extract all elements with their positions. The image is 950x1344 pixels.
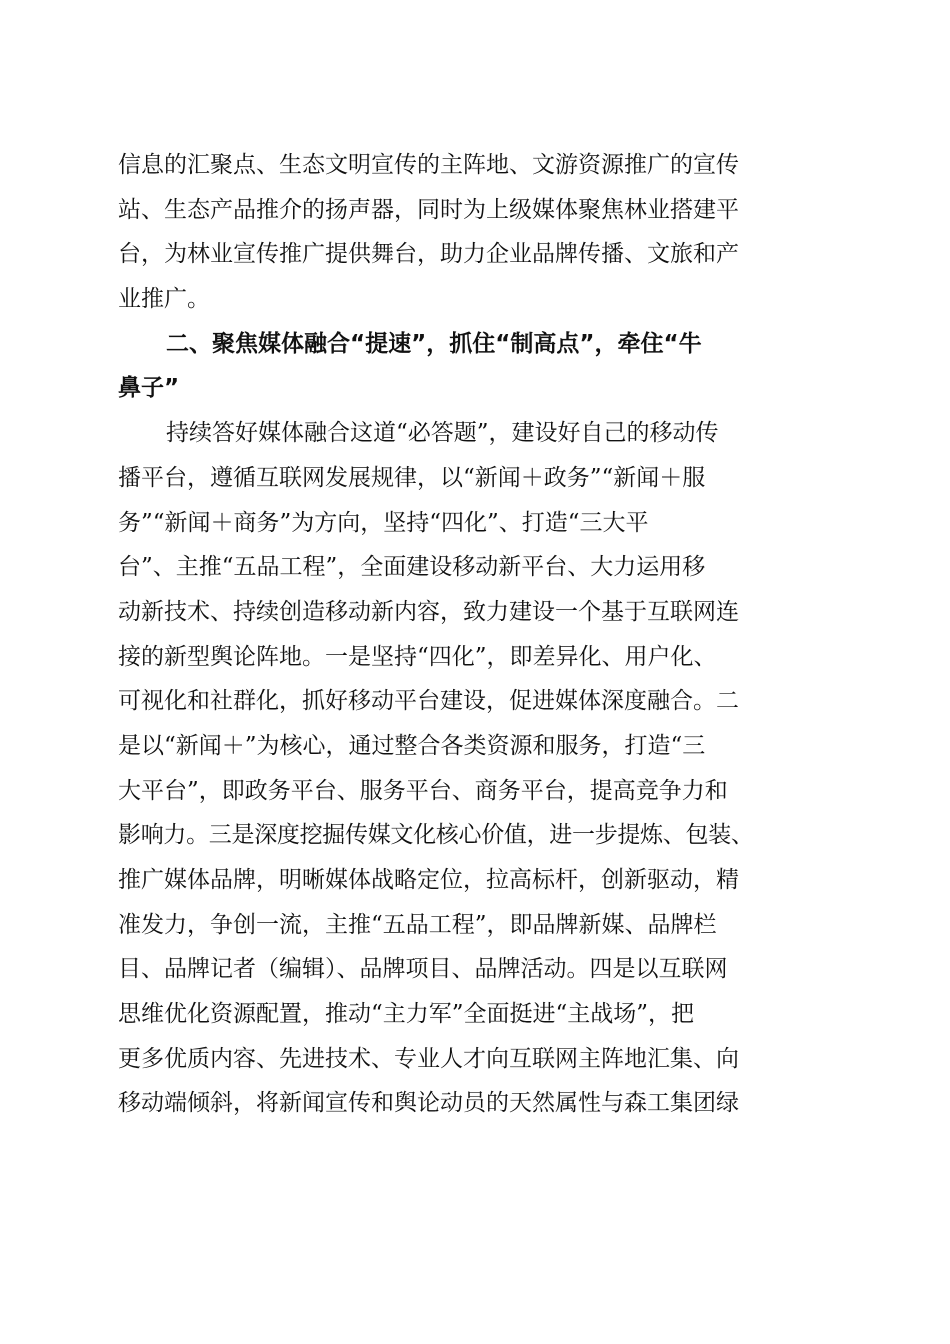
paragraph-2 (118, 411, 833, 1126)
text-line: 准发力，争创一流，主推“五品工程”，即品牌新媒、品牌栏 (118, 911, 717, 938)
heading-line: 二、聚焦媒体融合“提速”，抓住“制高点”，牵住“牛 (166, 330, 702, 357)
text-line: 目、品牌记者（编辑）、品牌项目、品牌活动。四是以互联网 (118, 956, 728, 983)
paragraph-1 (118, 143, 833, 322)
text-line: 大平台”，即政务平台、服务平台、商务平台，提高竞争力和 (118, 777, 728, 804)
text-line: 接的新型舆论阵地。一是坚持“四化”，即差异化、用户化、 (118, 643, 717, 670)
text-line: 台，为林业宣传推广提供舞台，助力企业品牌传播、文旅和产 (118, 241, 739, 268)
text-line: 可视化和社群化，抓好移动平台建设，促进媒体深度融合。二 (118, 688, 739, 715)
text-line: 持续答好媒体融合这道“必答题”，建设好自己的移动传 (166, 420, 719, 447)
section-heading (118, 322, 833, 411)
text-line: 思维优化资源配置，推动“主力军”全面挺进“主战场”，把 (118, 1001, 695, 1028)
text-line: 更多优质内容、先进技术、专业人才向互联网主阵地汇集、向 (118, 1045, 739, 1072)
text-line: 影响力。三是深度挖掘传媒文化核心价值，进一步提炼、包装、 (118, 822, 754, 849)
text-line: 动新技术、持续创造移动新内容，致力建设一个基于互联网连 (118, 598, 739, 625)
document-body (118, 143, 833, 1126)
text-line: 播平台，遵循互联网发展规律，以“新闻＋政务”“新闻＋服 (118, 464, 706, 491)
text-line: 信息的汇聚点、生态文明宣传的主阵地、文游资源推广的宣传 (118, 152, 739, 178)
text-line: 是以“新闻＋”为核心，通过整合各类资源和服务，打造“三 (118, 732, 706, 759)
text-line: 移动端倾斜，将新闻宣传和舆论动员的天然属性与森工集团绿 (118, 1090, 739, 1117)
text-line: 务”“新闻＋商务”为方向，坚持“四化”、打造“三大平 (118, 509, 649, 536)
text-line: 站、生态产品推介的扬声器，同时为上级媒体聚焦林业搭建平 (118, 196, 739, 223)
text-line: 推广媒体品牌，明晰媒体战略定位，拉高标杆，创新驱动，精 (118, 867, 739, 893)
text-line: 业推广。 (118, 286, 210, 313)
heading-line: 鼻子” (118, 375, 180, 402)
text-line: 台”、主推“五品工程”，全面建设移动新平台、大力运用移 (118, 554, 706, 581)
